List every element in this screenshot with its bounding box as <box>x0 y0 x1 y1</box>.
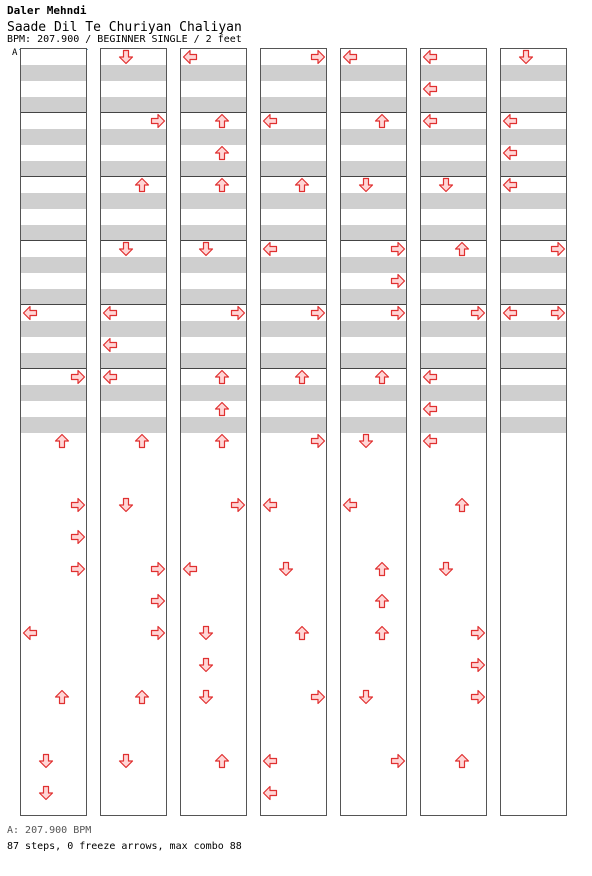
beat-band <box>421 385 486 401</box>
step-arrow-up-icon <box>374 369 390 385</box>
beat-band <box>341 289 406 305</box>
step-arrow-right-icon <box>310 433 326 449</box>
step-arrow-left-icon <box>422 369 438 385</box>
step-arrow-left-icon <box>262 113 278 129</box>
beat-band <box>501 289 566 305</box>
step-arrow-left-icon <box>422 433 438 449</box>
step-arrow-right-icon <box>70 497 86 513</box>
beat-band <box>501 257 566 273</box>
beat-band <box>261 321 326 337</box>
beat-band <box>101 65 166 81</box>
bpm-legend: A: 207.900 BPM <box>7 825 92 836</box>
beat-band <box>421 321 486 337</box>
beat-band <box>181 193 246 209</box>
step-arrow-right-icon <box>310 305 326 321</box>
step-arrow-right-icon <box>550 241 566 257</box>
beat-band <box>101 97 166 113</box>
beat-band <box>501 321 566 337</box>
measure-line <box>21 176 86 177</box>
song-title: Saade Dil Te Churiyan Chaliyan <box>7 20 242 35</box>
step-arrow-right-icon <box>70 369 86 385</box>
beat-band <box>21 97 86 113</box>
step-arrow-left-icon <box>182 561 198 577</box>
beat-band <box>261 353 326 369</box>
chart-column <box>500 48 567 816</box>
beat-band <box>181 129 246 145</box>
step-arrow-up-icon <box>454 753 470 769</box>
beat-band <box>261 193 326 209</box>
beat-band <box>21 417 86 433</box>
beat-band <box>21 289 86 305</box>
step-arrow-left-icon <box>422 49 438 65</box>
chart-column <box>100 48 167 816</box>
beat-band <box>341 65 406 81</box>
beat-band <box>101 417 166 433</box>
step-arrow-up-icon <box>214 369 230 385</box>
beat-band <box>21 257 86 273</box>
beat-band <box>501 193 566 209</box>
step-arrow-right-icon <box>150 113 166 129</box>
step-arrow-right-icon <box>390 273 406 289</box>
step-arrow-down-icon <box>358 177 374 193</box>
step-arrow-down-icon <box>198 657 214 673</box>
step-arrow-up-icon <box>294 625 310 641</box>
step-arrow-left-icon <box>22 305 38 321</box>
beat-band <box>181 225 246 241</box>
beat-band <box>421 161 486 177</box>
beat-band <box>101 193 166 209</box>
step-arrow-up-icon <box>134 177 150 193</box>
beat-band <box>21 353 86 369</box>
step-arrow-up-icon <box>214 401 230 417</box>
chart-column <box>260 48 327 816</box>
beat-band <box>341 161 406 177</box>
step-arrow-right-icon <box>150 593 166 609</box>
beat-band <box>341 385 406 401</box>
step-arrow-right-icon <box>150 625 166 641</box>
step-arrow-left-icon <box>422 401 438 417</box>
step-arrow-up-icon <box>214 113 230 129</box>
beat-band <box>421 417 486 433</box>
beat-band <box>101 289 166 305</box>
step-arrow-right-icon <box>550 305 566 321</box>
measure-line <box>21 240 86 241</box>
beat-band <box>341 321 406 337</box>
beat-band <box>261 289 326 305</box>
beat-band <box>341 417 406 433</box>
step-arrow-up-icon <box>294 177 310 193</box>
beat-band <box>501 129 566 145</box>
step-arrow-up-icon <box>454 241 470 257</box>
step-arrow-left-icon <box>262 785 278 801</box>
step-arrow-left-icon <box>102 337 118 353</box>
beat-band <box>421 257 486 273</box>
step-arrow-down-icon <box>278 561 294 577</box>
beat-band <box>261 161 326 177</box>
step-arrow-left-icon <box>422 113 438 129</box>
beat-band <box>261 129 326 145</box>
step-arrow-down-icon <box>358 689 374 705</box>
step-arrow-left-icon <box>262 497 278 513</box>
beat-band <box>181 257 246 273</box>
step-arrow-left-icon <box>102 305 118 321</box>
beat-band <box>341 353 406 369</box>
step-arrow-left-icon <box>422 81 438 97</box>
beat-band <box>421 65 486 81</box>
beat-band <box>181 385 246 401</box>
step-arrow-left-icon <box>262 241 278 257</box>
beat-band <box>421 225 486 241</box>
beat-band <box>181 289 246 305</box>
beat-band <box>261 97 326 113</box>
step-arrow-up-icon <box>214 145 230 161</box>
step-arrow-left-icon <box>342 49 358 65</box>
step-arrow-left-icon <box>502 113 518 129</box>
beat-band <box>181 321 246 337</box>
beat-band <box>101 385 166 401</box>
step-arrow-up-icon <box>54 433 70 449</box>
step-arrow-up-icon <box>214 433 230 449</box>
step-arrow-down-icon <box>118 753 134 769</box>
step-arrow-right-icon <box>390 241 406 257</box>
beat-band <box>501 353 566 369</box>
step-arrow-down-icon <box>518 49 534 65</box>
step-arrow-down-icon <box>358 433 374 449</box>
beat-band <box>501 225 566 241</box>
step-arrow-right-icon <box>470 305 486 321</box>
step-arrow-right-icon <box>470 625 486 641</box>
beat-band <box>21 161 86 177</box>
beat-band <box>261 65 326 81</box>
beat-band <box>261 385 326 401</box>
step-arrow-right-icon <box>470 689 486 705</box>
step-arrow-down-icon <box>438 177 454 193</box>
step-arrow-down-icon <box>198 689 214 705</box>
beat-band <box>21 225 86 241</box>
chart-column <box>420 48 487 816</box>
beat-band <box>101 321 166 337</box>
beat-band <box>501 97 566 113</box>
step-arrow-up-icon <box>374 593 390 609</box>
step-arrow-right-icon <box>390 753 406 769</box>
step-arrow-right-icon <box>70 529 86 545</box>
step-stats: 87 steps, 0 freeze arrows, max combo 88 <box>7 841 242 852</box>
beat-band <box>421 129 486 145</box>
step-arrow-down-icon <box>198 625 214 641</box>
step-arrow-right-icon <box>70 561 86 577</box>
beat-band <box>421 193 486 209</box>
beat-band <box>421 353 486 369</box>
beat-band <box>101 161 166 177</box>
beat-band <box>21 193 86 209</box>
step-arrow-down-icon <box>38 753 54 769</box>
beat-band <box>101 129 166 145</box>
beat-band <box>501 385 566 401</box>
step-arrow-up-icon <box>374 561 390 577</box>
beat-band <box>181 161 246 177</box>
step-arrow-left-icon <box>502 305 518 321</box>
step-arrow-down-icon <box>118 49 134 65</box>
beat-band <box>341 193 406 209</box>
step-arrow-down-icon <box>38 785 54 801</box>
bpm-marker: A <box>12 48 18 58</box>
beat-band <box>181 97 246 113</box>
step-arrow-right-icon <box>230 497 246 513</box>
step-arrow-up-icon <box>134 689 150 705</box>
beat-band <box>261 257 326 273</box>
chart-column <box>20 48 87 816</box>
step-arrow-down-icon <box>198 241 214 257</box>
step-arrow-right-icon <box>310 49 326 65</box>
step-arrow-left-icon <box>102 369 118 385</box>
chart-column <box>180 48 247 816</box>
beat-band <box>341 225 406 241</box>
step-arrow-left-icon <box>22 625 38 641</box>
beat-band <box>181 417 246 433</box>
beat-band <box>421 289 486 305</box>
beat-band <box>101 225 166 241</box>
artist-name: Daler Mehndi <box>7 4 87 17</box>
beat-band <box>501 65 566 81</box>
step-arrow-right-icon <box>150 561 166 577</box>
step-arrow-down-icon <box>438 561 454 577</box>
step-arrow-down-icon <box>118 497 134 513</box>
step-arrow-left-icon <box>502 177 518 193</box>
beat-band <box>181 353 246 369</box>
beat-band <box>181 65 246 81</box>
step-arrow-down-icon <box>118 241 134 257</box>
measure-line <box>501 368 566 369</box>
step-arrow-right-icon <box>470 657 486 673</box>
step-arrow-up-icon <box>454 497 470 513</box>
beat-band <box>101 353 166 369</box>
step-arrow-right-icon <box>310 689 326 705</box>
beat-band <box>261 417 326 433</box>
step-arrow-right-icon <box>390 305 406 321</box>
step-arrow-up-icon <box>54 689 70 705</box>
step-arrow-up-icon <box>294 369 310 385</box>
step-arrow-right-icon <box>230 305 246 321</box>
step-arrow-left-icon <box>502 145 518 161</box>
beat-band <box>21 321 86 337</box>
step-arrow-up-icon <box>134 433 150 449</box>
step-arrow-left-icon <box>182 49 198 65</box>
beat-band <box>21 129 86 145</box>
beat-band <box>501 161 566 177</box>
beat-band <box>341 97 406 113</box>
beat-band <box>261 225 326 241</box>
step-arrow-up-icon <box>374 625 390 641</box>
chart-meta: BPM: 207.900 / BEGINNER SINGLE / 2 feet <box>7 34 242 45</box>
step-arrow-left-icon <box>262 753 278 769</box>
beat-band <box>21 385 86 401</box>
measure-line <box>21 112 86 113</box>
step-arrow-up-icon <box>374 113 390 129</box>
beat-band <box>341 129 406 145</box>
step-arrow-up-icon <box>214 177 230 193</box>
beat-band <box>101 257 166 273</box>
beat-band <box>341 257 406 273</box>
step-arrow-up-icon <box>214 753 230 769</box>
beat-band <box>501 417 566 433</box>
beat-band <box>421 97 486 113</box>
chart-column <box>340 48 407 816</box>
step-arrow-left-icon <box>342 497 358 513</box>
beat-band <box>21 65 86 81</box>
